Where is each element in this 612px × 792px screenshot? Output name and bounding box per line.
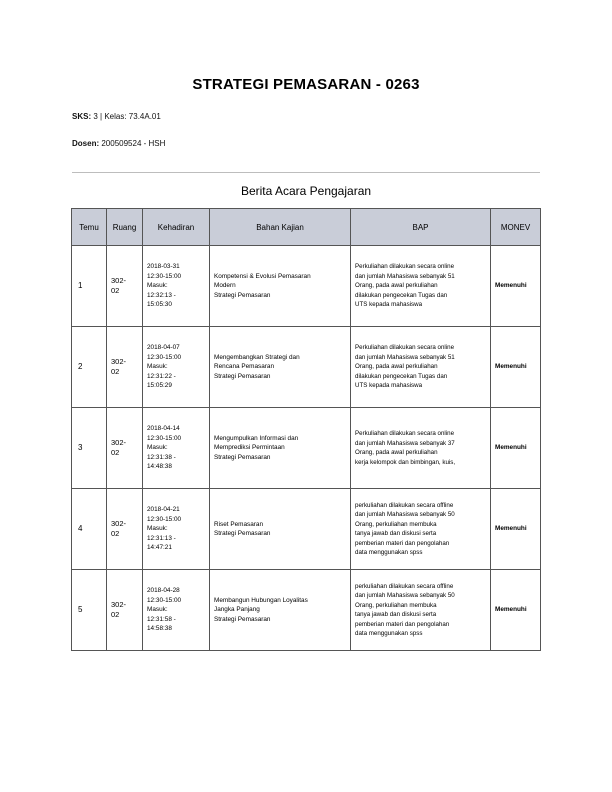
cell-ruang: 302- 02 — [107, 408, 143, 489]
bap-table — [71, 208, 541, 651]
sks-label: SKS: — [72, 112, 92, 121]
document-title: STRATEGI PEMASARAN - 0263 — [192, 76, 420, 93]
table-row — [72, 327, 541, 408]
header-bahan-kajian: Bahan Kajian — [210, 209, 351, 246]
header-monev: MONEV — [491, 209, 541, 246]
cell-bap: Perkuliahan dilakukan secara online dan jumlah Mahasiswa sebanyak 37 Orang, pada awal perkuliahan kerja kelompok dan bimbingan, kuis, — [351, 408, 491, 489]
cell-ruang: 302- 02 — [107, 327, 143, 408]
header-bap: BAP — [351, 209, 491, 246]
cell-temu: 2 — [72, 327, 107, 408]
divider — [72, 172, 540, 173]
cell-temu: 4 — [72, 489, 107, 570]
cell-kehadiran: 2018-04-21 12:30-15:00 Masuk: 12:31:13 - 14:47:21 — [143, 489, 210, 570]
dosen-line — [72, 139, 165, 148]
sks-line — [72, 112, 161, 121]
cell-bahan-kajian: Mengembangkan Strategi dan Rencana Pemasaran Strategi Pemasaran — [210, 327, 351, 408]
table-row — [72, 246, 541, 327]
cell-bap: Perkuliahan dilakukan secara online dan jumlah Mahasiswa sebanyak 51 Orang, pada awal perkuliahan dilakukan pengecekan Tugas dan UTS kepada mahasiswa — [351, 327, 491, 408]
cell-temu: 5 — [72, 570, 107, 651]
cell-monev: Memenuhi — [491, 327, 541, 408]
cell-kehadiran: 2018-03-31 12:30-15:00 Masuk: 12:32:13 - 15:05:30 — [143, 246, 210, 327]
cell-bap: perkuliahan dilakukan secara offline dan jumlah Mahasiswa sebanyak 50 Orang, perkuliahan membuka tanya jawab dan diskusi serta pemberian materi dan pengolahan data menggunakan spss — [351, 489, 491, 570]
cell-ruang: 302- 02 — [107, 246, 143, 327]
cell-monev: Memenuhi — [491, 489, 541, 570]
cell-monev: Memenuhi — [491, 246, 541, 327]
cell-bahan-kajian: Mengumpulkan Informasi dan Memprediksi Permintaan Strategi Pemasaran — [210, 408, 351, 489]
cell-monev: Memenuhi — [491, 408, 541, 489]
cell-bahan-kajian: Riset Pemasaran Strategi Pemasaran — [210, 489, 351, 570]
table-header-row — [72, 209, 541, 246]
table-row — [72, 408, 541, 489]
table-row — [72, 489, 541, 570]
dosen-value: 200509524 - HSH — [101, 139, 166, 148]
sks-value: 3 | Kelas: 73.4A.01 — [93, 112, 161, 121]
cell-ruang: 302- 02 — [107, 489, 143, 570]
table-row — [72, 570, 541, 651]
header-temu: Temu — [72, 209, 107, 246]
cell-bahan-kajian: Membangun Hubungan Loyalitas Jangka Panjang Strategi Pemasaran — [210, 570, 351, 651]
dosen-label: Dosen: — [72, 139, 100, 148]
cell-bap: Perkuliahan dilakukan secara online dan jumlah Mahasiswa sebanyak 51 Orang, pada awal perkuliahan dilakukan pengecekan Tugas dan UTS kepada mahasiswa — [351, 246, 491, 327]
cell-bahan-kajian: Kompetensi & Evolusi Pemasaran Modern Strategi Pemasaran — [210, 246, 351, 327]
section-title: Berita Acara Pengajaran — [240, 184, 372, 198]
cell-temu: 3 — [72, 408, 107, 489]
cell-kehadiran: 2018-04-28 12:30-15:00 Masuk: 12:31:58 - 14:58:38 — [143, 570, 210, 651]
cell-monev: Memenuhi — [491, 570, 541, 651]
cell-kehadiran: 2018-04-07 12:30-15:00 Masuk: 12:31:22 - 15:05:29 — [143, 327, 210, 408]
cell-ruang: 302- 02 — [107, 570, 143, 651]
cell-bap: perkuliahan dilakukan secara offline dan jumlah Mahasiswa sebanyak 50 Orang, perkuliahan membuka tanya jawab dan diskusi serta pemberian materi dan pengolahan data menggunakan spss — [351, 570, 491, 651]
cell-temu: 1 — [72, 246, 107, 327]
header-kehadiran: Kehadiran — [143, 209, 210, 246]
header-ruang: Ruang — [107, 209, 143, 246]
cell-kehadiran: 2018-04-14 12:30-15:00 Masuk: 12:31:38 - 14:48:38 — [143, 408, 210, 489]
